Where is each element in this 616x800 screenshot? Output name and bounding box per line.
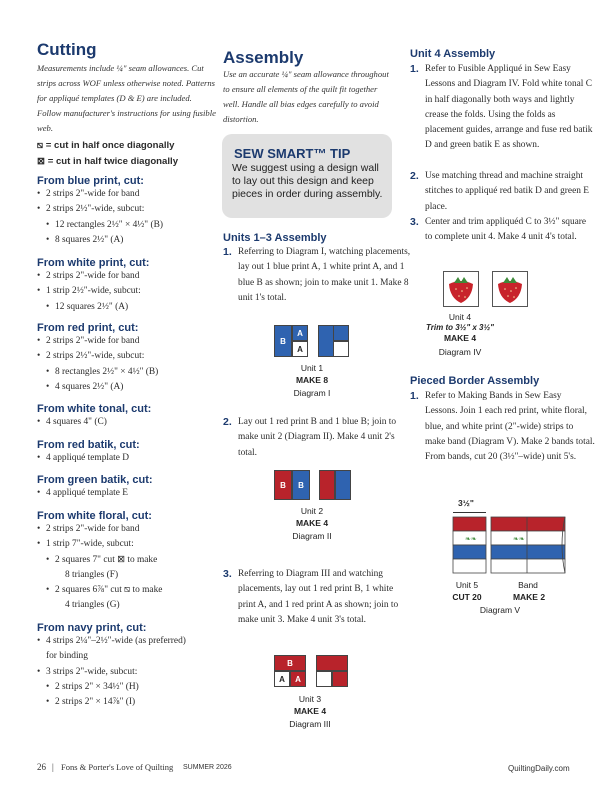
diagram-3-unit: Unit 3: [298, 694, 322, 704]
diagram-4-unit: Unit 4: [448, 312, 472, 322]
step-text: Refer to Making Bands in Sew Easy Lessons. Join 1 each red print, white floral, blue, and white print (2"-wide) strips to make band (Diagram V). Make 2 bands total. From bands, cut 20 (3½"–wide) unit 5's.: [425, 391, 595, 463]
block-white-A: A: [274, 671, 290, 687]
diagram-2-name: Diagram II: [292, 531, 332, 541]
svg-text:❧❧: ❧❧: [513, 536, 525, 543]
list-item: • 8 squares 2½" (A): [37, 233, 217, 248]
diagram-5-make: MAKE 2: [512, 592, 546, 602]
group-title: From blue print, cut:: [37, 175, 144, 187]
footer-publication: Fons & Porter's Love of Quilting: [61, 762, 174, 772]
unit-3-bottom-left: [316, 671, 332, 687]
list-item: • 4 appliqué template E: [37, 486, 217, 501]
units-1-3-title: Units 1–3 Assembly: [223, 232, 327, 244]
unit-1-left: [318, 325, 334, 357]
diagram-2-make: MAKE 4: [295, 518, 329, 528]
diagram-1-make: MAKE 8: [295, 375, 329, 385]
page-number: 26: [37, 762, 46, 772]
list-item: • 4 squares 4" (C): [37, 415, 217, 430]
block-white-A: A: [292, 341, 308, 357]
step-number: 3.: [410, 216, 419, 228]
block-red-B: B: [274, 470, 292, 500]
legend-twice: ⊠ = cut in half twice diagonally: [37, 156, 179, 167]
cutting-group-green-batik: [37, 474, 217, 501]
diagram-5-unit: Unit 5: [455, 580, 479, 590]
list-item: • 4 squares 2½" (A): [37, 380, 217, 395]
cutting-group-white-floral: [37, 510, 217, 614]
assembly-step-1: [223, 245, 413, 306]
unit-2-left: [319, 470, 335, 500]
block-blue-B: B: [292, 470, 310, 500]
diagram-5-name: Diagram V: [479, 605, 521, 615]
unit-3-bottom-right: [332, 671, 348, 687]
cutting-group-white: [37, 257, 217, 315]
strawberry-icon: [493, 272, 527, 306]
unit-4-title: Unit 4 Assembly: [410, 48, 496, 60]
diagram-4-trim: Trim to 3½" x 3½": [426, 323, 494, 332]
diagram-3-name: Diagram III: [289, 719, 331, 729]
step-number: 1.: [223, 246, 232, 258]
list-item: • 2 strips 2"-wide for band: [37, 334, 217, 349]
diagram-4-make: MAKE 4: [443, 333, 477, 343]
group-title: From red print, cut:: [37, 322, 139, 334]
diagram-2-unit: Unit 2: [300, 506, 324, 516]
group-title: From green batik, cut:: [37, 474, 153, 486]
unit-4-block-1: [443, 271, 479, 307]
block-red-B: B: [274, 655, 306, 671]
unit-3-top: [316, 655, 348, 671]
tip-title: SEW SMART™ TIP: [234, 146, 351, 161]
border-title: Pieced Border Assembly: [410, 375, 540, 387]
cutting-title: Cutting: [37, 40, 97, 59]
list-item: • 4 appliqué template D: [37, 451, 217, 466]
block-red-A: A: [290, 671, 306, 687]
diagram-1-unit: Unit 1: [300, 363, 324, 373]
group-title: From white floral, cut:: [37, 510, 152, 522]
list-item: for binding: [46, 651, 88, 662]
diagram-5-cut: CUT 20: [452, 592, 482, 602]
list-item: • 2 squares 6⅞" cut ⧅ to make: [37, 583, 217, 598]
list-item: • 2 strips 2" × 34½" (H): [37, 680, 217, 695]
cutting-group-red-batik: [37, 439, 217, 466]
cutting-group-red: [37, 322, 217, 395]
list-item: • 2 strips 2½"-wide, subcut:: [37, 202, 217, 217]
step-number: 1.: [410, 63, 419, 75]
cutting-group-blue: [37, 175, 217, 248]
unit-1-top: [333, 325, 349, 341]
list-item: • 8 rectangles 2½" × 4½" (B): [37, 365, 217, 380]
strawberry-icon: [444, 272, 478, 306]
footer-site: QuiltingDaily.com: [508, 764, 570, 773]
group-title: From white print, cut:: [37, 257, 150, 269]
cutting-intro: Measurements include ¼" seam allowances. Cut strips across WOF unless otherwise noted. Patterns for appliqué templates (D & E) are included. Follow manufacturer's instructions for using fusible web.: [37, 63, 216, 133]
group-title: From navy print, cut:: [37, 622, 147, 634]
diagram-3-make: MAKE 4: [293, 706, 327, 716]
cutting-group-navy: [37, 622, 217, 710]
assembly-step-2: [223, 415, 413, 461]
assembly-intro: Use an accurate ¼" seam allowance throughout to ensure all elements of the quilt fit together well. Handle all bias edges carefully to avoid distortion.: [223, 69, 389, 124]
unit-4-block-2: [492, 271, 528, 307]
unit-4-step-2: [410, 169, 595, 215]
step-text: Center and trim appliquéd C to 3½" square to complete unit 4. Make 4 unit 4's total.: [425, 217, 587, 243]
diagram-4-name: Diagram IV: [438, 347, 482, 357]
footer-issue: SUMMER 2026: [183, 764, 232, 771]
svg-text:❧❧: ❧❧: [465, 536, 477, 543]
border-step-1: [410, 389, 595, 465]
band-diagram: [451, 515, 571, 577]
list-item: • 4 strips 2¼"–2½"-wide (as preferred): [37, 634, 217, 649]
list-item: • 2 strips 2½"-wide, subcut:: [37, 349, 217, 364]
measure-line: [453, 512, 486, 513]
diagram-5-band: Band: [518, 580, 538, 590]
block-blue-A: A: [292, 325, 308, 341]
diagram-1-name: Diagram I: [293, 388, 331, 398]
group-title: From white tonal, cut:: [37, 403, 152, 415]
list-item: • 2 strips 2"-wide for band: [37, 187, 217, 202]
step-text: Refer to Fusible Appliqué in Sew Easy Lessons and Diagram IV. Fold white tonal C in half diagonally both ways and lightly crease the folds. Using the folds as placement guides, arrange and fuse red batik D and green batik E as shown.: [425, 64, 593, 151]
step-number: 1.: [410, 390, 419, 402]
list-item: • 3 strips 2"-wide, subcut:: [37, 665, 217, 680]
list-item: • 1 strip 7"-wide, subcut:: [37, 537, 217, 552]
list-item: 8 triangles (F): [65, 569, 119, 580]
band-strip: [491, 517, 567, 573]
unit-1-bottom: [333, 341, 349, 357]
step-text: Referring to Diagram III and watching placements, lay out 1 red print B, 1 white print A, and 1 red print A as shown; join to make unit 3. Make 4 unit 3's total.: [238, 569, 399, 625]
list-item: • 12 rectangles 2½" × 4½" (B): [37, 218, 217, 233]
step-number: 2.: [410, 170, 419, 182]
assembly-title: Assembly: [223, 48, 304, 67]
list-item: 4 triangles (G): [65, 600, 120, 611]
list-item: • 2 strips 2" × 14⅞" (I): [37, 695, 217, 710]
unit-2-right: [335, 470, 351, 500]
group-title: From red batik, cut:: [37, 439, 140, 451]
tip-text: We suggest using a design wall to lay out this design and keep pieces in order during assembly.: [232, 162, 383, 200]
measure-label: 3½": [458, 498, 474, 508]
list-item: • 2 strips 2"-wide for band: [37, 522, 217, 537]
step-number: 3.: [223, 568, 232, 580]
list-item: • 2 strips 2"-wide for band: [37, 269, 217, 284]
list-item: • 12 squares 2½" (A): [37, 300, 217, 315]
step-number: 2.: [223, 416, 232, 428]
block-blue-B: B: [274, 325, 292, 357]
unit-4-step-1: [410, 62, 595, 154]
cutting-group-white-tonal: [37, 403, 217, 430]
step-text: Lay out 1 red print B and 1 blue B; join to make unit 2 (Diagram II). Make 4 unit 2's total.: [238, 417, 397, 458]
assembly-step-3: [223, 567, 413, 628]
step-text: Use matching thread and machine straight stitches to appliqué red batik D and green E place.: [425, 171, 590, 212]
legend-once: ⧅ = cut in half once diagonally: [37, 140, 175, 151]
list-item: • 1 strip 2½"-wide, subcut:: [37, 284, 217, 299]
step-text: Referring to Diagram I, watching placements, lay out 1 blue print A, 1 white print A, and 1 blue B as shown; join to make unit 1. Make 8 unit 1's total.: [238, 247, 411, 303]
list-item: • 2 squares 7" cut ⊠ to make: [37, 553, 217, 568]
unit-5-strip: [453, 517, 486, 573]
footer-divider: |: [52, 762, 54, 772]
unit-4-step-3: [410, 215, 595, 246]
sew-smart-tip: [222, 134, 392, 218]
